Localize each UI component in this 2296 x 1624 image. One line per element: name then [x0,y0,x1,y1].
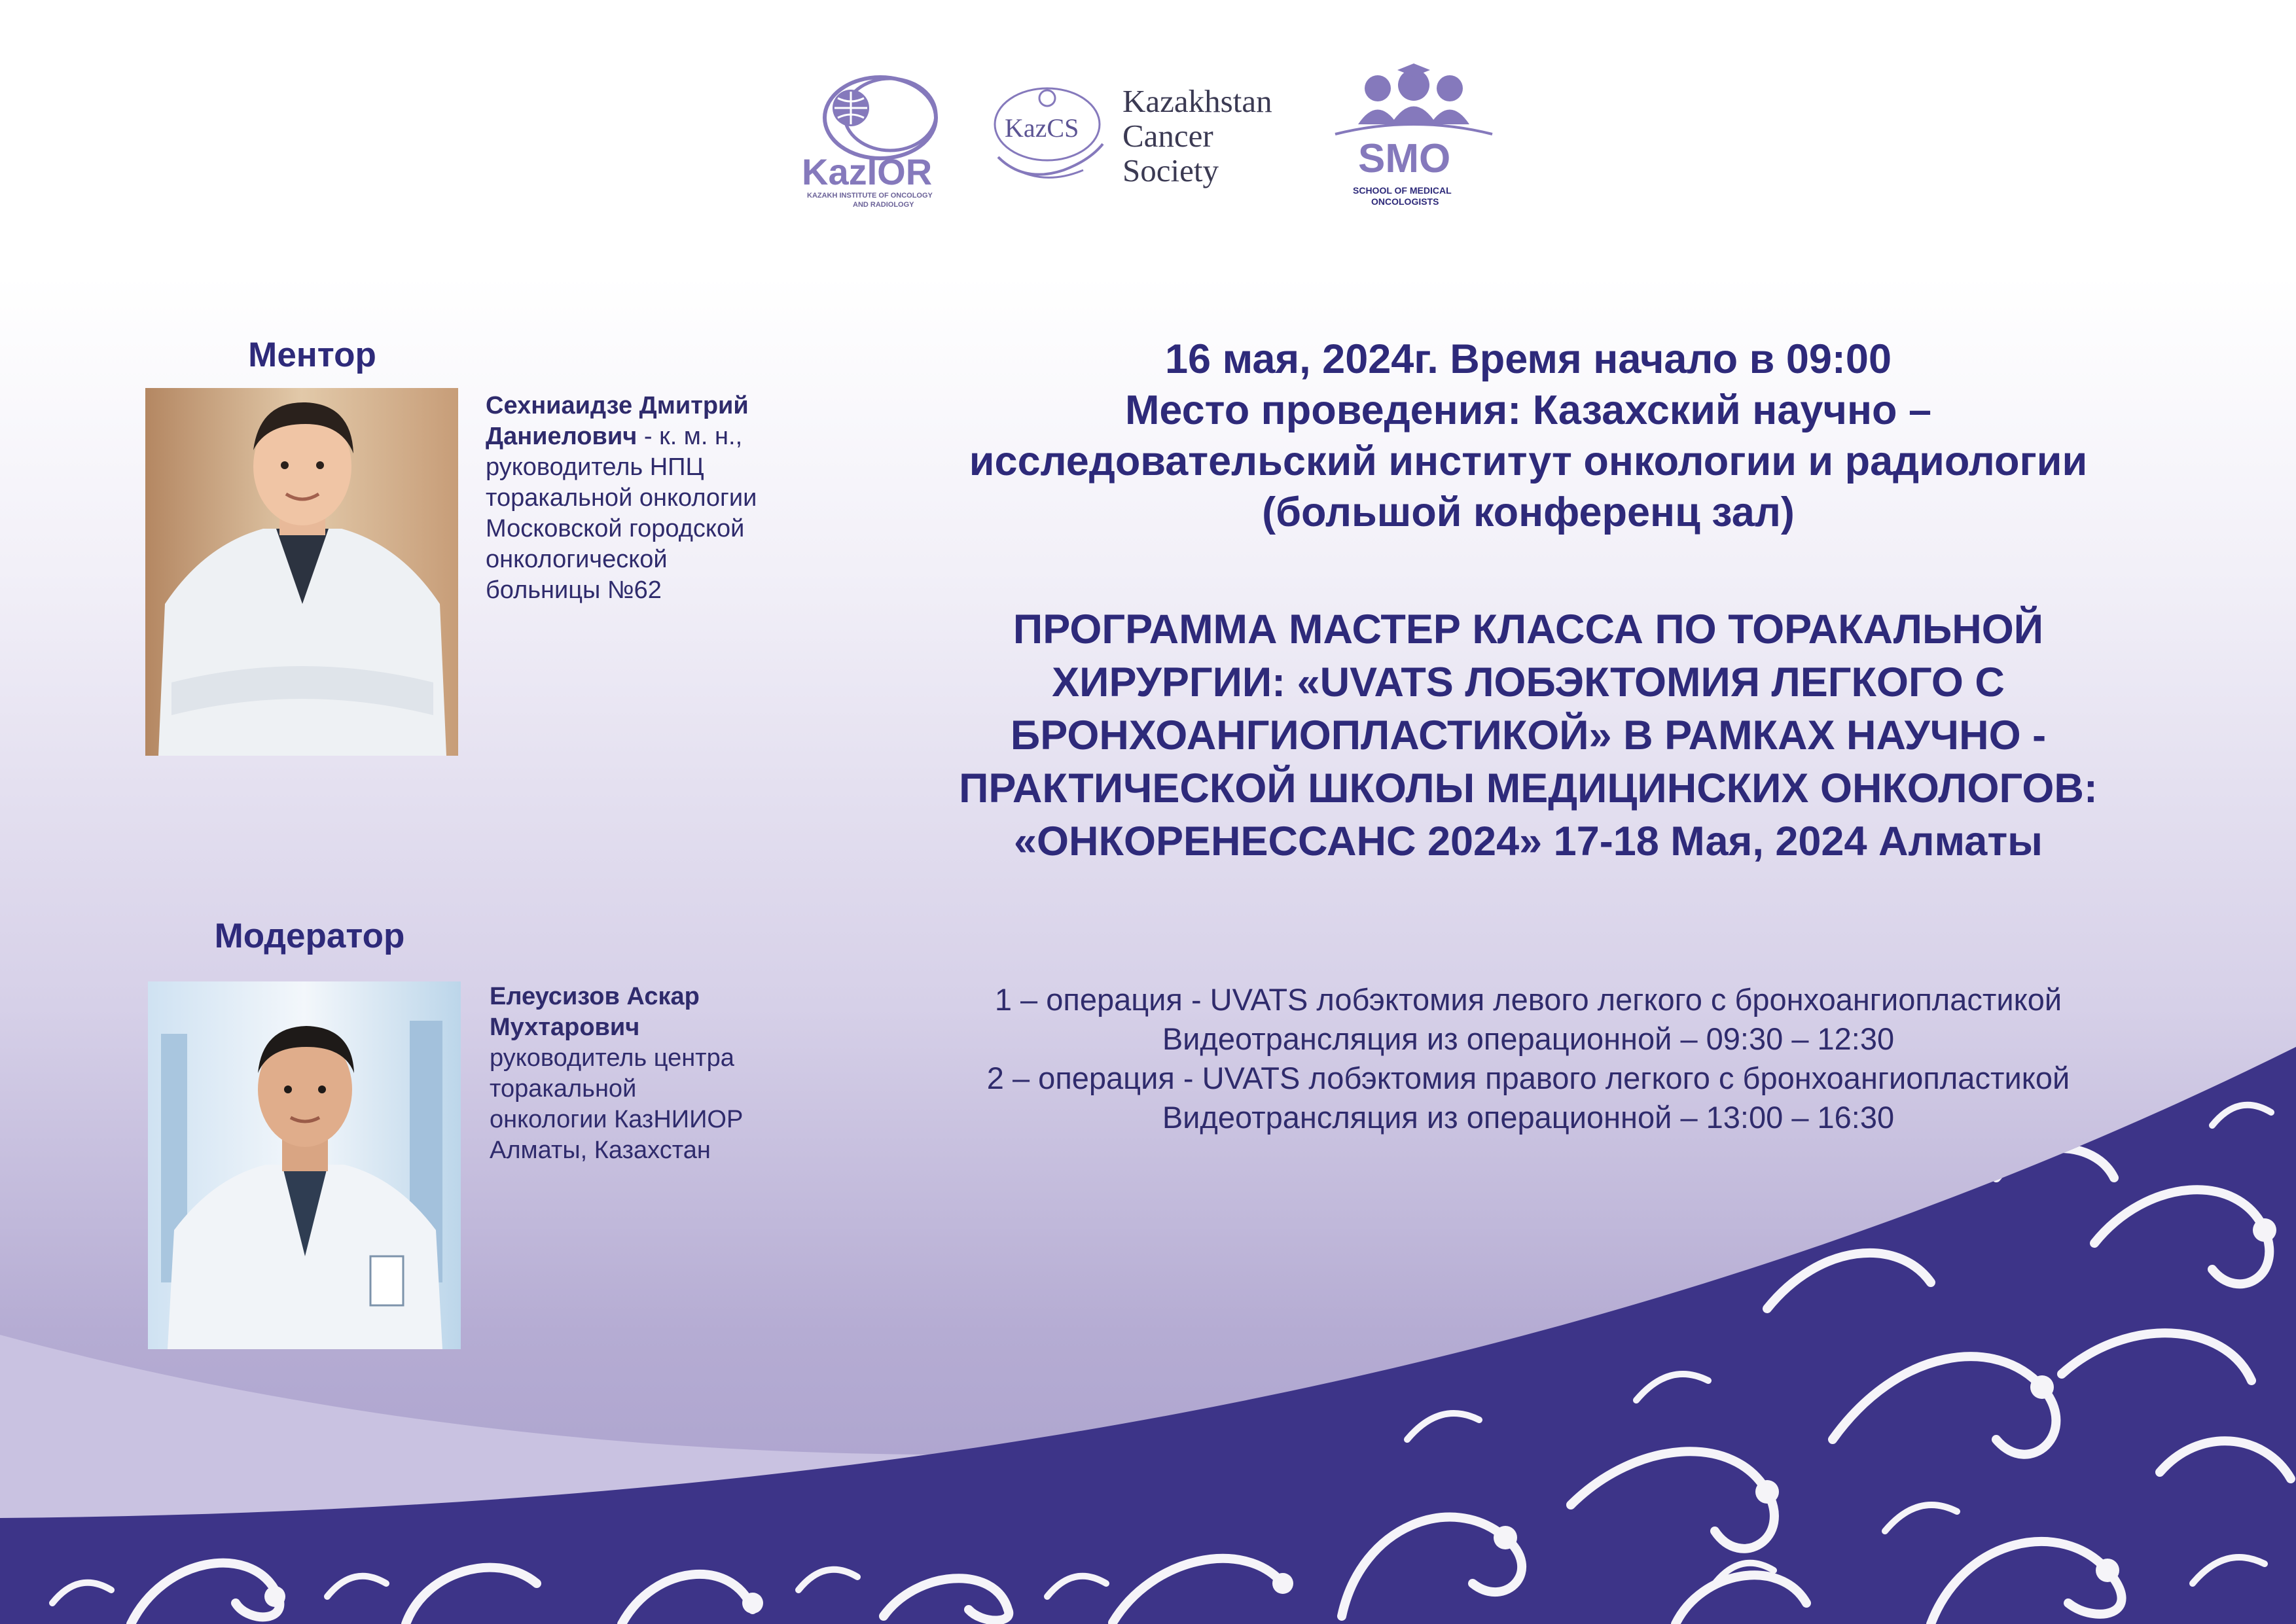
operation-1-broadcast: Видеотрансляция из операционной – 09:30 – 12:30 [1162,1021,1895,1056]
mentor-name-line2 [486,421,813,452]
operation-1: 1 – операция - UVATS лобэктомия левого легкого с бронхоангиопластикой [994,982,2062,1017]
mentor-detail-1: руководитель НПЦ [486,453,704,481]
event-venue-3: (большой конференц зал) [1262,489,1795,535]
program-title-line-4: ПРАКТИЧЕСКОЙ ШКОЛЫ МЕДИЦИНСКИХ ОНКОЛОГОВ: [959,766,2098,811]
program-title-line-3: БРОНХОАНГИОПЛАСТИКОЙ» В РАМКАХ НАУЧНО - [1010,713,2047,758]
mentor-detail-4: онкологической [486,546,668,573]
logo-kazcs [985,79,1325,209]
smo-people-icon [1332,62,1496,141]
moderator-detail-2: торакальной [490,1075,637,1103]
moderator-detail-1: руководитель центра [490,1044,734,1072]
operation-2: 2 – операция - UVATS лобэктомия правого легкого с бронхоангиопластикой [986,1061,2070,1095]
event-info [825,334,2232,538]
mentor-degree: - к. м. н., [637,423,743,450]
operations-schedule [825,980,2232,1137]
event-venue-2: исследовательский институт онкологии и радиологии [969,438,2088,484]
mentor-name-patronymic: Даниелович [486,423,637,450]
program-title-line-5: «ОНКОРЕНЕССАНС 2024» 17-18 Мая, 2024 Алматы [1014,819,2043,864]
kazior-name: KazIOR [802,151,933,192]
kazcs-abbr: KazCS [1005,113,1079,143]
program-title [825,603,2232,868]
logo-kazior [802,62,946,213]
smo-subtitle-2: ONCOLOGISTS [1371,196,1439,207]
smo-abbr: SMO [1358,136,1451,181]
smo-subtitle-1: SCHOOL OF MEDICAL [1353,185,1452,196]
mentor-detail-2: торакальной онкологии [486,484,757,512]
mentor-name-line1: Сехниаидзе Дмитрий [486,392,749,419]
program-title-line-2: ХИРУРГИИ: «UVATS ЛОБЭКТОМИЯ ЛЕГКОГО С [1052,660,2005,705]
mentor-detail-5: больницы №62 [486,576,662,604]
mentor-role-title: Ментор [248,336,376,374]
mentor-detail-3: Московской городской [486,515,745,542]
moderator-detail-3: онкологии КазНИИОР [490,1106,744,1133]
kazcs-name-2: Cancer [1122,118,1213,154]
mentor-info [486,391,813,606]
event-venue-1: Место проведения: Казахский научно – [1124,387,1932,433]
moderator-detail-4: Алматы, Казахстан [490,1137,711,1164]
logo-smo [1332,62,1496,213]
moderator-info [490,981,817,1166]
moderator-photo [148,981,461,1349]
event-date-time: 16 мая, 2024г. Время начало в 09:00 [1165,336,1892,382]
kazcs-name-1: Kazakhstan [1122,83,1272,119]
moderator-name-line1: Елеусизов Аскар [490,983,700,1010]
moderator-name-line2: Мухтарович [490,1014,640,1041]
kazior-globe-icon [802,62,946,160]
kazior-subtitle-1: KAZAKH INSTITUTE OF ONCOLOGY [807,192,933,200]
program-title-line-1: ПРОГРАММА МАСТЕР КЛАССА ПО ТОРАКАЛЬНОЙ [1013,607,2044,652]
operation-2-broadcast: Видеотрансляция из операционной – 13:00 – 16:30 [1162,1100,1895,1135]
kazior-subtitle-2: AND RADIOLOGY [853,201,914,209]
mentor-photo [145,388,458,756]
moderator-role-title: Модератор [214,917,405,955]
kazcs-name-3: Society [1122,152,1219,188]
